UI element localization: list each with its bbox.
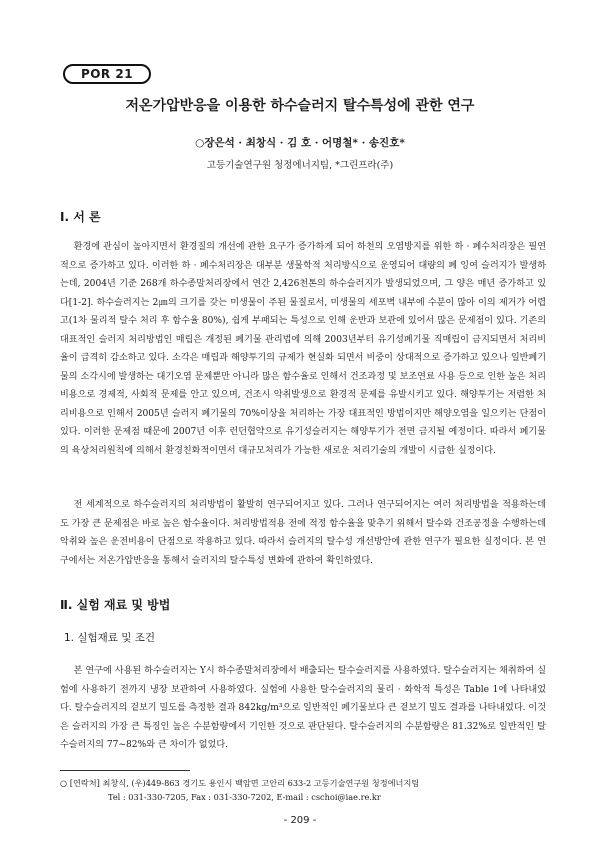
- subsection-heading: 1. 실험재료 및 조건: [64, 632, 156, 644]
- body-paragraph: 본 연구에 사용된 하수슬러지는 Y시 하수종말처리장에서 배출되는 탈수슬러지를 사용하였다. 탈수슬러지는 채취하여 실험에 사용하기 전까지 냉장 보관하여 사용하였다. 실험에 사용한 탈수슬러지의 물리 · 화학적 특성은 Table 1에 나타내었다. 탈수슬러지의 겉보기 밀도를 측정한 결과 842kg/m³으로 일반적인 폐기물보다 큰 겉보기 밀도 결과를 나타내었다. 이것은 슬러지의 가장 큰 특징인 높은 수분함량에서 기인한 것으로 판단된다. 탈수슬러지의 수분함량은 81.32%로 일반적인 탈수슬러지의 77~82%와 큰 차이가 없었다.: [60, 666, 546, 750]
- footnote-phone-email: Tel : 031-330-7205, Fax : 031-330-7202, E-mail : cschoi@iae.re.kr: [108, 792, 381, 802]
- author-list: ○장은석 · 최창식 · 김 호 · 어명철* · 송진호*: [195, 137, 405, 149]
- section-heading-introduction: Ⅰ. 서 론: [60, 210, 101, 224]
- paper-title: 저온가압반응을 이용한 하수슬러지 탈수특성에 관한 연구: [125, 98, 475, 114]
- footnote-contact: ○ [연락처] 최창식, (우)449-863 경기도 용인시 백암면 고안리 633-2 고등기술연구원 청정에너지팀: [60, 778, 420, 788]
- section-heading-methods: Ⅱ. 실험 재료 및 방법: [60, 598, 171, 612]
- affiliation: 고등기술연구원 청정에너지팀, *그린프라(주): [206, 160, 394, 171]
- body-paragraph: 환경에 관심이 높아지면서 환경질의 개선에 관한 요구가 증가하게 되어 하천의 오염방지를 위한 하 · 폐수처리장은 필연적으로 증가하고 있다. 이러한 하 · 폐수처리장은 대부분 생물학적 처리방식으로 운영되어 대량의 폐 잉여 슬러지가 발생하는데, 2004년 기준 268개 하수종말처리장에서 연간 2,426천톤의 하수슬러지가 발생되었으며, 그 양은 매년 증가하고 있다[1-2]. 하수슬러지는 2㎛의 크기를 갖는 미생물이 주된 물질로서, 미생물의 세포벽 내부에 수분이 많아 이의 제거가 어렵고(1차 물리적 탈수 처리 후 함수율 80%), 쉽게 부패되는 특성으로 인해 운반과 보관에 있어서 많은 문제점이 있다. 기존의 대표적인 슬러지 처리방법인 매립은 개정된 폐기물 관리법에 의해 2003년부터 유기성폐기물 직매립이 금지되면서 처리비율이 급격히 감소하고 있다. 소각은 매립과 해양투기의 규제가 현실화 되면서 비중이 상대적으로 증가하고 있으나 일반폐기물의 소각시에 발생하는 대기오염 문제뿐만 아니라 많은 함수율로 인해서 건조과정 및 보조연료 사용 등으로 인한 높은 처리비용으로 경제적, 사회적 문제를 안고 있으며, 건조시 악취발생으로 환경적 문제를 유발시키고 있다. 해양투기는 저렴한 처리비용으로 인해서 2005년 슬러지 폐기물의 70%이상을 처리하는 가장 대표적인 방법이지만 해양오염을 일으키는 단점이 있다. 이러한 문제점 때문에 2007년 이후 런던협약으로 유기성슬러지는 해양투기가 전면 금지될 예정이다. 따라서 폐기물의 육상처리원칙에 의해서 환경친화적이면서 대규모처리가 가능한 새로운 처리기술의 개발이 시급한 실정이다.: [60, 242, 546, 456]
- body-paragraph: 전 세계적으로 하수슬러지의 처리방법이 활발히 연구되어지고 있다. 그러나 연구되어지는 여러 처리방법을 적용하는데도 가장 큰 문제점은 바로 높은 함수율이다. 처리방법적용 전에 적정 함수율을 맞추기 위해서 탈수와 건조공정을 수행하는데 악취와 높은 운전비용이 단점으로 작용하고 있다. 따라서 슬러지의 탈수성 개선방안에 관한 연구가 필요한 실정이다. 본 연구에서는 저온가압반응을 통해서 슬러지의 탈수특성 변화에 관하여 확인하였다.: [60, 500, 546, 566]
- footnote-rule: [60, 770, 190, 771]
- page-number: - 209 -: [283, 815, 317, 826]
- session-badge: POR 21: [63, 64, 151, 84]
